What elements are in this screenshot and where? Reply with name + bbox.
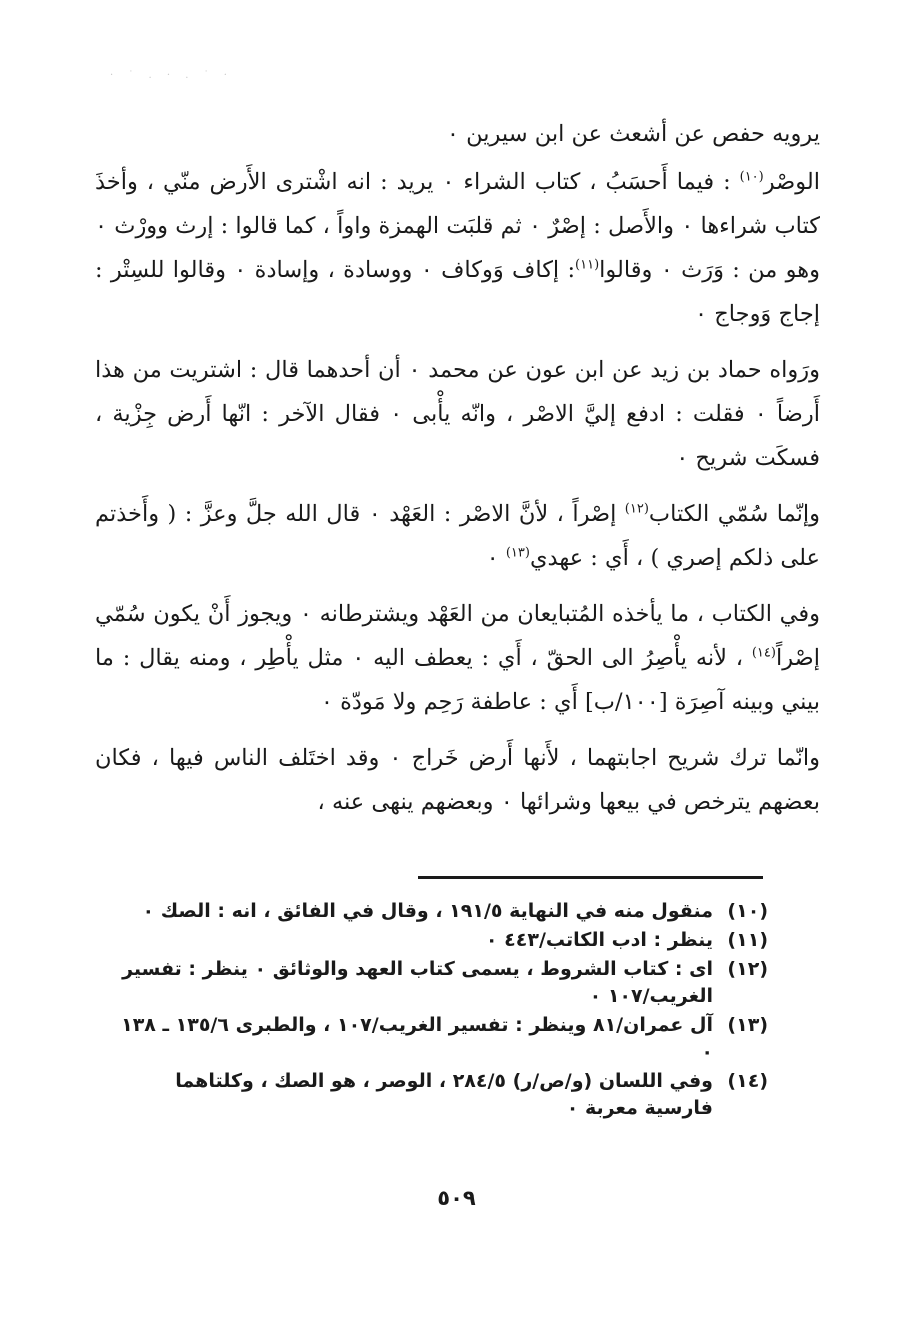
footnote-item	[108, 1068, 768, 1122]
footnote-text: ينظر : ادب الكاتب/٤٤٣ ٠	[485, 929, 713, 951]
footnote-number: (١٠)	[727, 900, 768, 922]
text-run: إصْراً ، لأنَّ الاصْر : العَهْد ٠ قال الله جلَّ وعزَّ : ( وأَخذتم على ذلكم إصري ) ، أَي : عهدي	[95, 501, 820, 571]
text-run: ، لأنه يأْصِرُ الى الحقّ ، أَي : يعطف اليه ٠ مثل يأْطِر ، ومنه يقال : ما بيني وبينه آصِرَة [١٠٠/ب] أَي : عاطفة رَحِم ولا مَودّة ٠	[95, 645, 820, 715]
paragraph-5	[95, 592, 820, 724]
footnote-item	[108, 1012, 768, 1066]
paragraph-6: وانّما ترك شريح اجابتهما ، لأَنها أَرض خَراج ٠ وقد اختَلف الناس فيها ، فكان بعضهم يترخص في بيعها وشرائها ٠ وبعضهم ينهى عنه ،	[95, 745, 820, 815]
footnote-number: (١٤)	[727, 1070, 768, 1092]
scan-speckle: · ˙ . · . ˙ ·	[110, 70, 233, 81]
footnote-number: (١٣)	[727, 1014, 768, 1036]
text-run: وإنّما سُمّي الكتاب	[648, 501, 821, 527]
paragraph-3: ورَواه حماد بن زيد عن ابن عون عن محمد ٠ أن أحدهما قال : اشتريت من هذا أَرضاً ٠ فقلت : ادفع إليَّ الاصْر ، وانّه يأْبى ٠ فقال الآخر : انّها أَرض جِزْية ، فسكَت شريح ٠	[95, 357, 820, 471]
paragraph-2	[95, 160, 820, 336]
footnote-ref[interactable]: (١٢)	[624, 501, 649, 517]
footnotes	[108, 898, 768, 1124]
text-run: : فيما أَحسَبُ ، كتاب الشراء ٠ يريد : انه اشْترى الأَرض منّي ، وأخذَ كتاب شراءها ٠ والأَصل : إصْرٌ ٠ ثم قلبَت الهمزة واواً ، كما قالوا : إرث وورْث ٠ وهو من : وَرَث ٠ وقالوا	[95, 169, 821, 283]
footnote-item	[108, 927, 768, 954]
page-number: ٥٠٩	[437, 1186, 476, 1210]
paragraph-1: يرويه حفص عن أشعث عن ابن سيرين ٠	[446, 121, 820, 147]
footnote-text: منقول منه في النهاية ١٩١/٥ ، وقال في الفائق ، انه : الصك ٠	[142, 900, 713, 922]
footnote-item	[108, 898, 768, 925]
footnote-ref[interactable]: (١٠)	[739, 169, 764, 185]
main-text	[95, 112, 820, 836]
footnote-ref[interactable]: (١٤)	[751, 645, 776, 661]
footnote-text: اى : كتاب الشروط ، يسمى كتاب العهد والوثائق ٠ ينظر : تفسير الغريب/١٠٧ ٠	[122, 958, 713, 1007]
footnote-ref[interactable]: (١١)	[575, 257, 600, 273]
footnote-number: (١١)	[727, 929, 768, 951]
text-run: وفي الكتاب ، ما يأخذه المُتبايعان من العَهْد ويشترطانه ٠ ويجوز أَنْ يكون سُمّي إصْراً	[95, 601, 820, 671]
footnote-text: آل عمران/٨١ وينظر : تفسير الغريب/١٠٧ ، والطبرى ١٣٥/٦ ـ ١٣٨ ٠	[121, 1014, 713, 1063]
footnote-divider	[418, 876, 763, 879]
footnote-text: وفي اللسان (و/ص/ر) ٢٨٤/٥ ، الوصر ، هو الصك ، وكلتاهما فارسية معربة ٠	[175, 1070, 713, 1119]
text-run: الوصْر	[763, 169, 820, 195]
footnote-item	[108, 956, 768, 1010]
paragraph-4	[95, 492, 820, 580]
text-run: ٠	[486, 545, 506, 571]
footnote-number: (١٢)	[727, 958, 768, 980]
footnote-ref[interactable]: (١٣)	[505, 545, 530, 561]
text-run: : إكاف وَوكاف ٠ ووسادة ، وإسادة ٠ وقالوا للسِتْر : إجاج وَوجاج ٠	[95, 257, 820, 327]
